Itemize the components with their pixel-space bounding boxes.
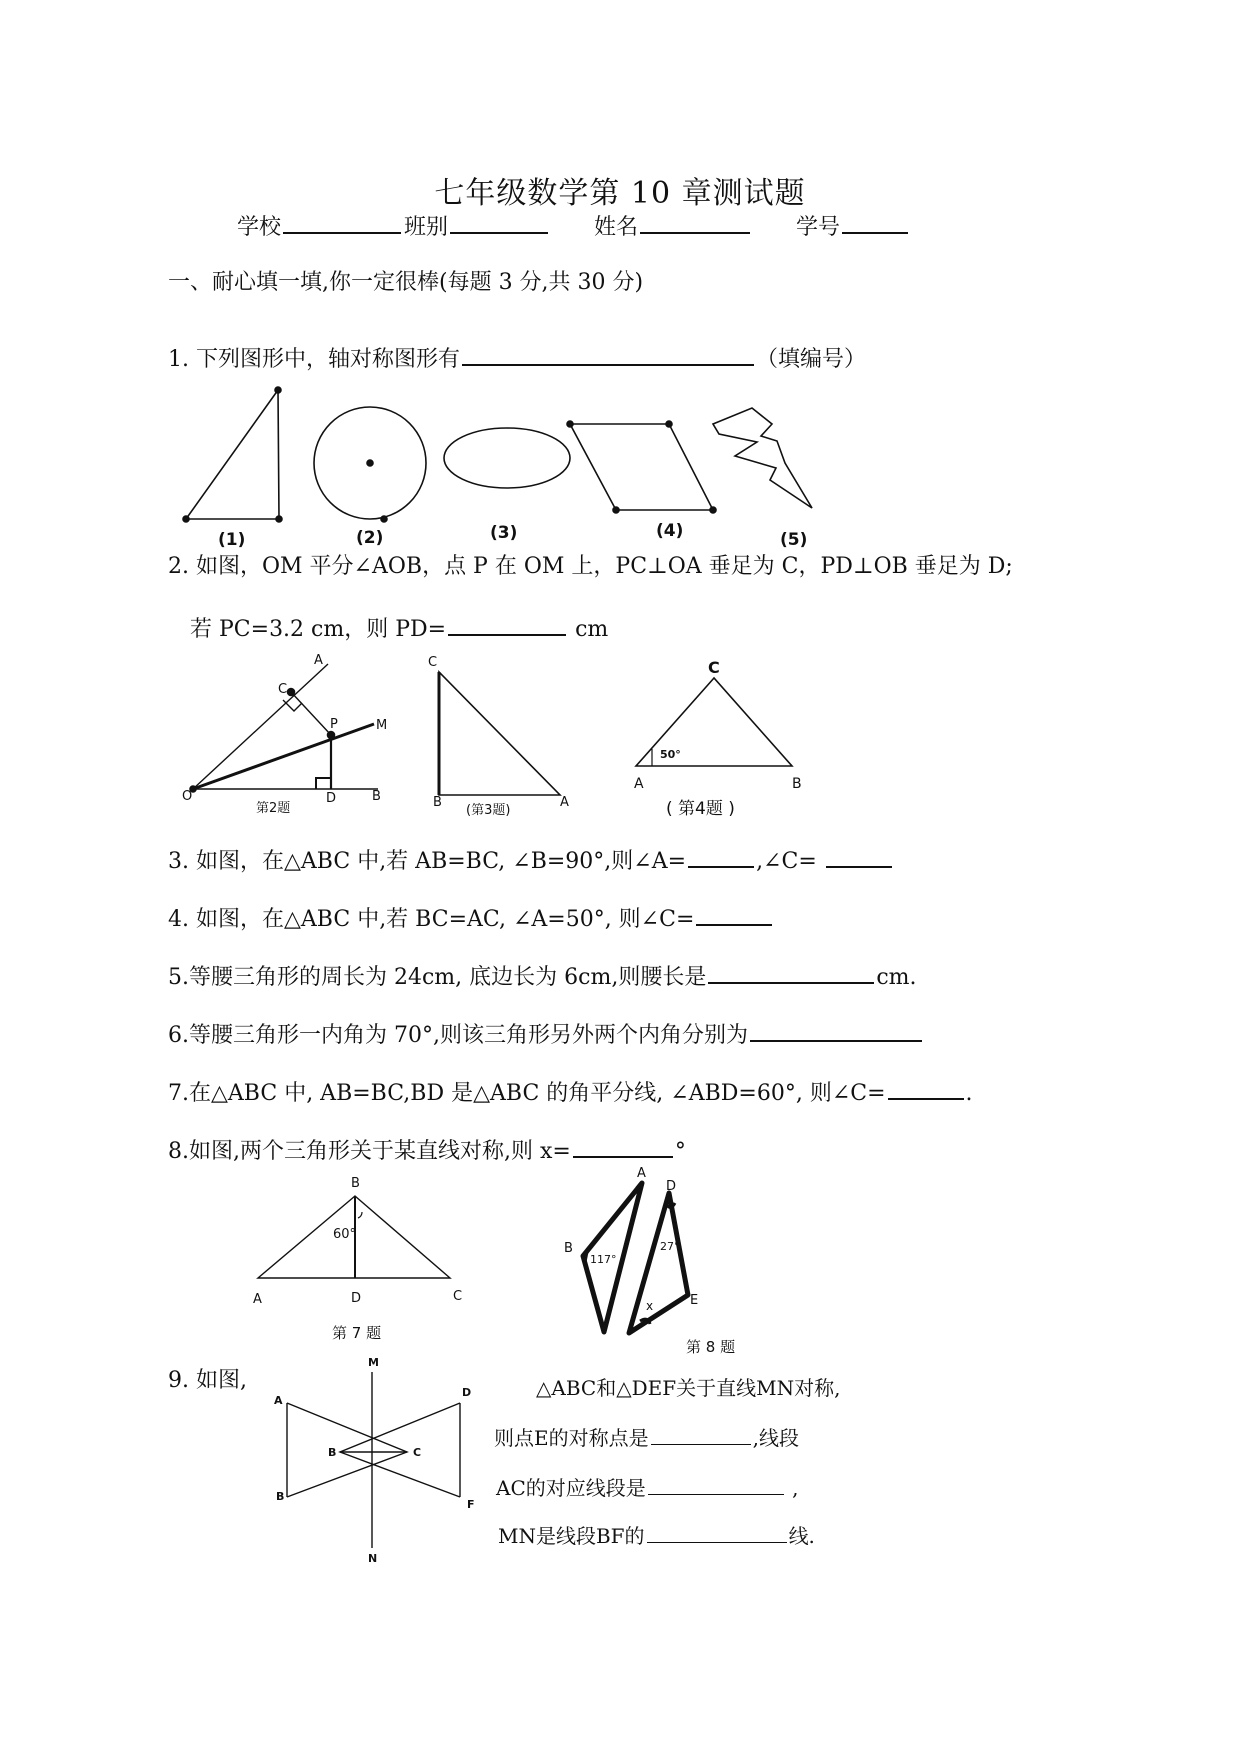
fig2-label-m: M	[376, 718, 388, 733]
fig9-label-a: A	[274, 1394, 283, 1407]
question-6: 6.等腰三角形一内角为 70°,则该三角形另外两个内角分别为	[168, 1020, 924, 1047]
q1-label-3: (3)	[490, 523, 518, 543]
fig8-label-a: A	[637, 1166, 646, 1181]
fig9-label-f: F	[467, 1498, 475, 1511]
fig7-label-c: C	[453, 1289, 463, 1304]
question-2-line1: 2. 如图，OM 平分∠AOB，点 P 在 OM 上，PC⊥OA 垂足为 C，PD⊥OB 垂足为 D;	[168, 554, 1013, 579]
page-title: 七年级数学第 10 章测试题	[434, 176, 806, 211]
fig9-label-n: N	[368, 1552, 378, 1565]
fig2-caption: 第2题	[256, 801, 291, 816]
fig9-label-c: C	[413, 1446, 422, 1459]
fig7-label-d: D	[351, 1291, 362, 1306]
fig9-symmetric-figure	[287, 1372, 460, 1548]
fig3-label-a: A	[560, 795, 569, 810]
fig4-angle-label: 50°	[660, 748, 681, 761]
fig8-label-d: D	[666, 1179, 677, 1194]
fig3-label-c: C	[428, 655, 438, 670]
info-number-label: 学号	[796, 212, 910, 239]
fig7-label-a: A	[253, 1292, 262, 1307]
q1-parallelogram	[567, 421, 716, 513]
question-3: 3. 如图，在△ABC 中,若 AB=BC, ∠B=90°,则∠A= ,∠C=	[168, 846, 894, 873]
q1-label-4: (4)	[656, 521, 684, 541]
fig3-label-b: B	[433, 795, 442, 810]
fig3-right-triangle	[439, 672, 560, 795]
fig2-label-c: C	[278, 682, 288, 697]
info-name-label: 姓名	[594, 212, 752, 239]
fig4-caption: ( 第4题 )	[666, 799, 735, 819]
q1-lightning-shape	[713, 408, 812, 508]
fig2-label-a: A	[314, 653, 323, 668]
fig4-label-a: A	[634, 776, 644, 792]
fig9-label-b-inner: B	[328, 1446, 337, 1459]
q9-line4: MN是线段BF的 线.	[498, 1524, 815, 1548]
q9-line1: △ABC和△DEF关于直线MN对称,	[536, 1376, 841, 1400]
info-school-label: 学校	[237, 212, 403, 239]
fig2-label-p: P	[330, 717, 338, 732]
info-class-label: 班别	[404, 212, 550, 239]
q1-ellipse	[444, 428, 570, 488]
question-1: 1. 下列图形中，轴对称图形有 （填编号）	[168, 344, 866, 371]
question-7: 7.在△ABC 中, AB=BC,BD 是△ABC 的角平分线, ∠ABD=60°, 则∠C= .	[168, 1078, 973, 1105]
fig8-label-b: B	[564, 1241, 573, 1256]
q1-label-2: (2)	[356, 528, 384, 548]
fig7-label-b: B	[351, 1176, 360, 1191]
q1-right-triangle	[183, 387, 282, 522]
fig8-caption: 第 8 题	[686, 1338, 736, 1356]
section-heading: 一、耐心填一填,你一定很棒(每题 3 分,共 30 分)	[168, 270, 644, 295]
q9-line2: 则点E的对称点是 ,线段	[494, 1426, 799, 1450]
question-9: 9. 如图,	[168, 1368, 247, 1393]
fig3-caption: (第3题)	[466, 803, 511, 818]
fig8-label-e: E	[690, 1293, 699, 1308]
fig7-angle-label: 60°	[333, 1227, 357, 1242]
question-5: 5.等腰三角形的周长为 24cm, 底边长为 6cm,则腰长是 cm.	[168, 962, 917, 989]
question-2-line2: 若 PC=3.2 cm，则 PD= cm	[190, 614, 608, 641]
fig8-angle-b: 117°	[590, 1253, 617, 1266]
fig8-angle-x: x	[646, 1299, 654, 1313]
fig8-angle-d: 27°	[660, 1240, 680, 1253]
fig7-caption: 第 7 题	[332, 1324, 382, 1342]
q1-label-5: (5)	[780, 530, 808, 550]
question-8: 8.如图,两个三角形关于某直线对称,则 x= °	[168, 1136, 686, 1163]
fig2-label-b: B	[372, 789, 381, 804]
fig9-label-b-outer: B	[276, 1490, 285, 1503]
q1-circle	[314, 407, 426, 522]
fig4-label-b: B	[792, 776, 802, 792]
q1-label-1: (1)	[218, 530, 246, 550]
fig9-label-d: D	[462, 1386, 472, 1399]
fig2-label-o: O	[182, 789, 193, 804]
q9-line3: AC的对应线段是 ,	[496, 1476, 799, 1500]
fig9-label-m: M	[368, 1356, 379, 1369]
question-4: 4. 如图，在△ABC 中,若 BC=AC, ∠A=50°, 则∠C=	[168, 904, 774, 931]
fig2-label-d: D	[326, 791, 337, 806]
fig4-label-c: C	[708, 658, 720, 677]
